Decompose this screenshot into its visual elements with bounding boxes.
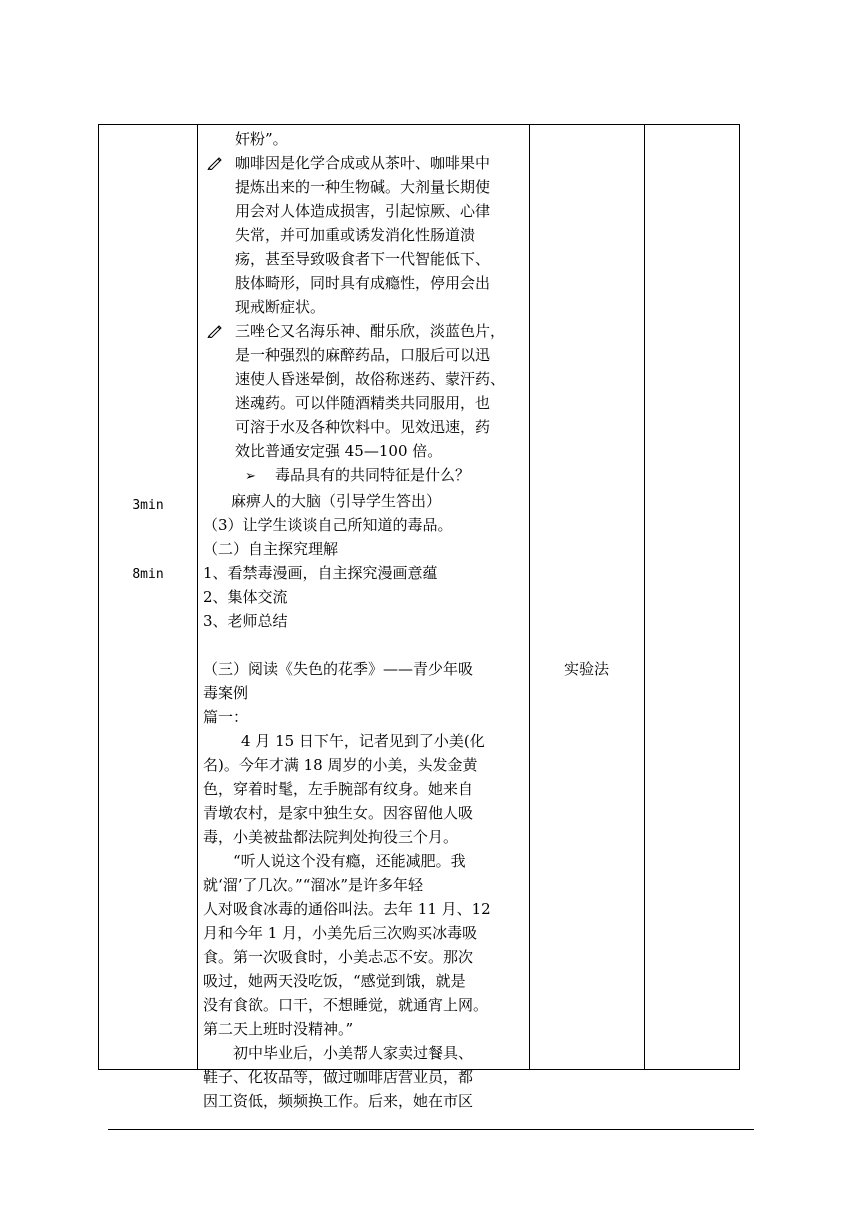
section-3: （3）让学生谈谈自己所知道的毒品。: [203, 516, 453, 534]
text-line: 疡，甚至导致吸食者下一代智能低下、: [235, 250, 491, 268]
text-line: 名)。今年才满 18 周岁的小美，头发金黄: [203, 756, 478, 774]
text-line: 是一种强烈的麻醉药品，口服后可以迅: [235, 346, 491, 364]
text-line: 效比普通安定强 45—100 倍。: [235, 442, 443, 460]
text-line: 提炼出来的一种生物碱。大剂量长期使: [235, 178, 491, 196]
text-line: 咖啡因是化学合成或从茶叶、咖啡果中: [235, 154, 491, 172]
text-line: 吸过，她两天没吃饭，“感觉到饿，就是: [203, 972, 466, 990]
text-line: 4 月 15 日下午，记者见到了小美(化: [241, 732, 485, 750]
list-item: 2、集体交流: [203, 588, 288, 606]
section-heading-3: （三）阅读《失色的花季》——青少年吸: [203, 660, 474, 678]
time-3min: 3min: [132, 498, 164, 513]
text-line: 初中毕业后，小美帮人家卖过餐具、: [233, 1044, 474, 1062]
lesson-table: [98, 124, 740, 1110]
list-item: 1、看禁毒漫画，自主探究漫画意蕴: [203, 564, 438, 582]
text-line: 奸粉”。: [235, 130, 288, 148]
text-line: 现戒断症状。: [235, 298, 326, 316]
text-line: 没有食欲。口干，不想睡觉，就通宵上网。: [203, 996, 489, 1014]
triazolam-paragraph: [203, 319, 525, 463]
text-line: 月和今年 1 月，小美先后三次购买冰毒吸: [203, 924, 478, 942]
question-line: ➢ 毒品具有的共同特征是什么？: [203, 463, 525, 489]
section-heading-3-cont: 毒案例: [203, 684, 249, 702]
list-item: 3、老师总结: [203, 612, 288, 630]
column-divider: [197, 125, 198, 1069]
text-line: 第二天上班时没精神。”: [203, 1020, 354, 1038]
text-line: 失常，并可加重或诱发消化性肠道溃: [235, 226, 476, 244]
footer-rule: [108, 1129, 754, 1130]
text-line: 速使人昏迷晕倒，故俗称迷药、蒙汗药、: [235, 370, 506, 388]
text-line: 食。第一次吸食时，小美忐忑不安。那次: [203, 948, 474, 966]
text-line: 青墩农村，是家中独生女。因容留他人吸: [203, 804, 474, 822]
text-line: 可溶于水及各种饮料中。见效迅速，药: [235, 418, 491, 436]
column-divider: [529, 125, 530, 1069]
text-line: 人对吸食冰毒的通俗叫法。去年 11 月、12: [203, 900, 491, 918]
pencil-icon: [207, 156, 223, 170]
pencil-icon: [207, 324, 223, 338]
text-line: 迷魂药。可以伴随酒精类共同服用，也: [235, 394, 491, 412]
lesson-content: [203, 127, 525, 1113]
text-line: 色，穿着时髦，左手腕部有纹身。她来自: [203, 780, 474, 798]
text-line: 三唑仑又名海乐神、酣乐欣，淡蓝色片，: [235, 322, 506, 340]
text-line: 鞋子、化妆品等，做过咖啡店营业员，都: [203, 1068, 474, 1086]
section-heading-2: （二）自主探究理解: [203, 540, 339, 558]
arrow-bullet-icon: ➢: [245, 469, 256, 484]
text-line: 毒，小美被盐都法院判处拘役三个月。: [203, 828, 459, 846]
text-line: 就‘溜’了几次。”“溜冰”是许多年轻: [203, 876, 424, 894]
caffeine-paragraph: [203, 151, 525, 319]
text-line: 用会对人体造成损害，引起惊厥、心律: [235, 202, 491, 220]
teaching-method: 实验法: [563, 660, 609, 678]
time-8min: 8min: [132, 567, 164, 582]
article-label: 篇一：: [203, 708, 249, 726]
column-divider: [644, 125, 645, 1069]
answer-line: 麻痹人的大脑（引导学生答出）: [231, 492, 442, 510]
text-line: “听人说这个没有瘾，还能减肥。我: [233, 852, 466, 870]
text-line: 因工资低，频频换工作。后来，她在市区: [203, 1092, 474, 1110]
text-line: 肢体畸形，同时具有成瘾性，停用会出: [235, 274, 491, 292]
